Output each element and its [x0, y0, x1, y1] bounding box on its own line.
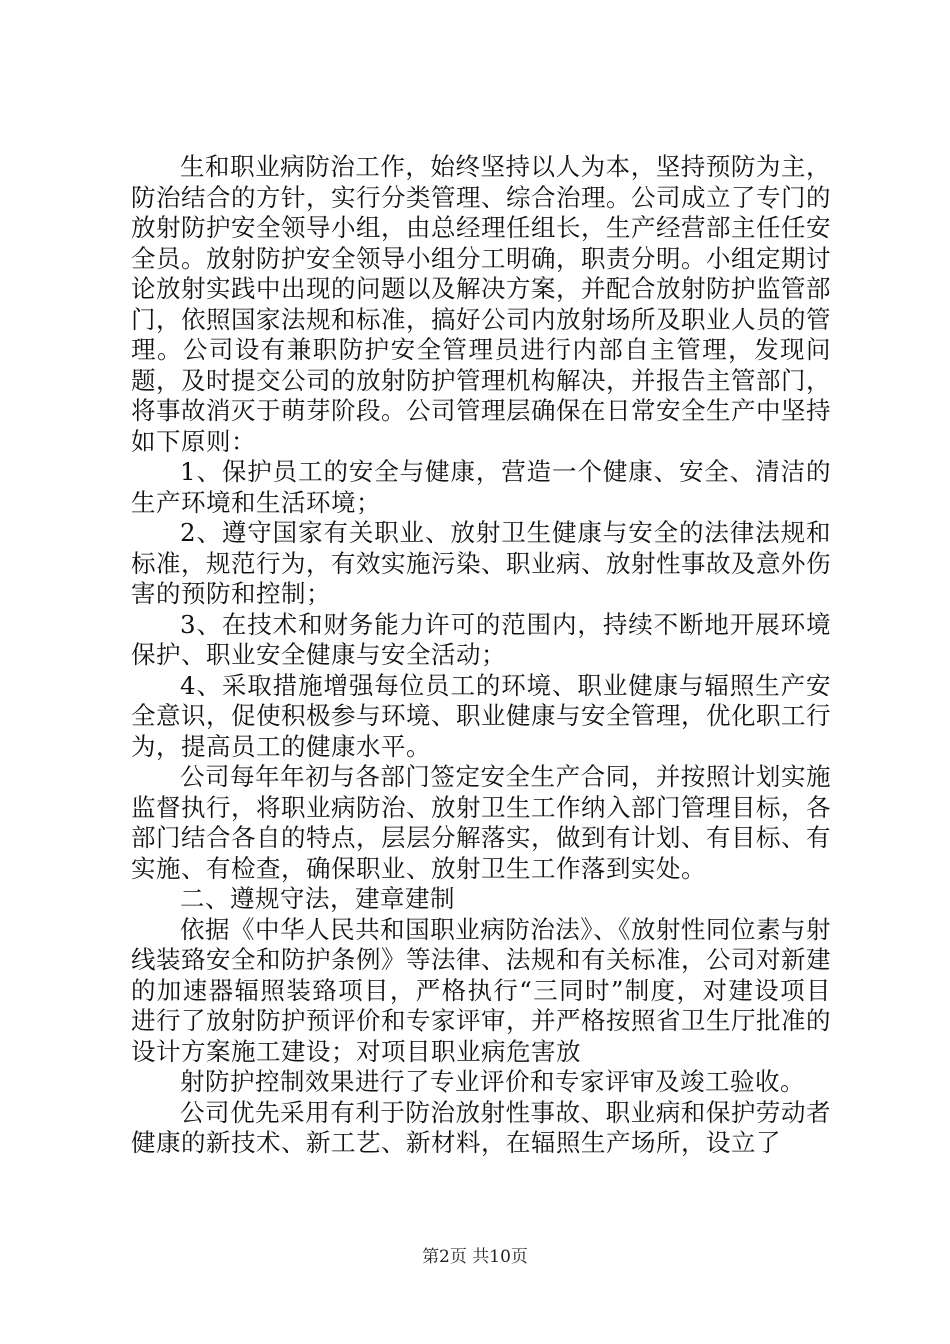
principle-item-2: 2、遵守国家有关职业、放射卫生健康与安全的法律法规和标准，规范行为，有效实施污染、职业病、放射性事故及意外伤害的预防和控制；: [131, 518, 831, 608]
paragraph-new-technology: 公司优先采用有利于防治放射性事故、职业病和保护劳动者健康的新技术、新工艺、新材料，在辐照生产场所，设立了: [131, 1097, 831, 1157]
paragraph-legal-basis: 依据《中华人民共和国职业病防治法》、《放射性同位素与射线装臵安全和防护条例》等法律、法规和有关标准，公司对新建的加速器辐照装臵项目，严格执行“三同时”制度，对建设项目进行了放射防护预评价和专家评审，并严格按照省卫生厅批准的设计方案施工建设；对项目职业病危害放: [131, 914, 831, 1066]
principle-item-4: 4、采取措施增强每位员工的环境、职业健康与辐照生产安全意识，促使积极参与环境、职业健康与安全管理，优化职工行为，提高员工的健康水平。: [131, 670, 831, 761]
principle-item-1: 1、保护员工的安全与健康，营造一个健康、安全、清洁的生产环境和生活环境；: [131, 457, 831, 517]
document-body: [131, 152, 831, 1159]
paragraph-safety-contract: 公司每年年初与各部门签定安全生产合同，并按照计划实施监督执行，将职业病防治、放射卫生工作纳入部门管理目标，各部门结合各自的特点，层层分解落实，做到有计划、有目标、有实施、有检查，确保职业、放射卫生工作落到实处。: [131, 762, 831, 883]
page-number-footer: 第2页 共10页: [422, 1247, 528, 1267]
principle-item-3: 3、在技术和财务能力许可的范围内，持续不断地开展环境保护、职业安全健康与安全活动；: [131, 609, 831, 669]
paragraph-evaluation: 射防护控制效果进行了专业评价和专家评审及竣工验收。: [180, 1067, 805, 1096]
paragraph-management-principles: 生和职业病防治工作，始终坚持以人为本，坚持预防为主，防治结合的方针，实行分类管理、综合治理。公司成立了专门的放射防护安全领导小组，由总经理任组长，生产经营部主任任安全员。放射防护安全领导小组分工明确，职责分明。小组定期讨论放射实践中出现的问题以及解决方案，并配合放射防护监管部门，依照国家法规和标准，搞好公司内放射场所及职业人员的管理。公司设有兼职防护安全管理员进行内部自主管理，发现问题，及时提交公司的放射防护管理机构解决，并报告主管部门，将事故消灭于萌芽阶段。公司管理层确保在日常安全生产中坚持如下原则：: [131, 152, 831, 456]
section-heading-compliance: 二、遵规守法，建章建制: [180, 884, 455, 913]
